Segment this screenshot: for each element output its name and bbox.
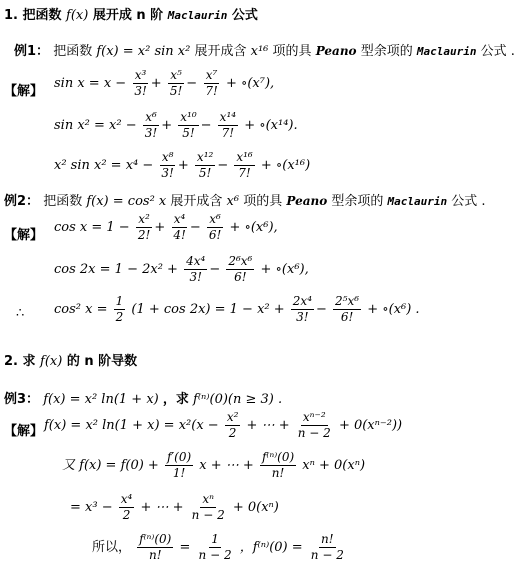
- section1-title: 1. 把函数: [4, 8, 62, 23]
- numerator: f⁽ⁿ⁾(0): [139, 532, 172, 546]
- example2-label: 例2：: [4, 194, 40, 209]
- fraction: [132, 68, 148, 99]
- fraction: [178, 110, 198, 141]
- formula-tail: + ∘(x¹⁶): [260, 158, 311, 173]
- formula-mid: x + ⋯ +: [199, 458, 254, 473]
- denominator: n!: [148, 548, 162, 562]
- solution2-line3: cos² x = $\frac{1}{2}$ (1 + cos 2x) = 1 − x² + $\frac{\text{2x⁴}}{3!}$ − $\frac{\text{2⁵x⁶}}{6!}$ + ∘(x⁶) .: [54, 294, 420, 324]
- example2-text3: 项的具: [243, 194, 283, 209]
- numerator: 1: [211, 532, 219, 546]
- fraction: [218, 110, 238, 141]
- example1-expr: f(x) = x² sin x²: [96, 44, 191, 59]
- denominator: n − 2: [198, 548, 232, 562]
- solution2-label: 【解】: [4, 228, 44, 243]
- numerator: x²: [226, 410, 239, 424]
- fraction: [184, 254, 207, 285]
- denominator: 3!: [161, 166, 174, 180]
- denominator: 7!: [238, 166, 251, 180]
- section1-title-end: 公式: [231, 8, 258, 23]
- example2-text2: 展开成含: [170, 194, 223, 209]
- numerator: x²: [138, 212, 150, 226]
- example1-maclaurin: Maclaurin: [416, 45, 477, 58]
- formula-tail: + ∘(x¹⁴).: [244, 118, 298, 133]
- solution3-line3: [70, 492, 279, 523]
- section1-title-rest: 展开成 n 阶: [92, 8, 164, 23]
- numerator: 4x⁴: [186, 254, 206, 268]
- fraction: [171, 212, 187, 243]
- example1-text1: 把函数: [53, 44, 93, 59]
- denominator: 2!: [137, 228, 151, 242]
- numerator: x⁴: [173, 212, 186, 226]
- fraction: [226, 254, 254, 285]
- fraction: [136, 212, 152, 243]
- denominator: 6!: [340, 310, 354, 324]
- example1: [14, 40, 515, 59]
- solution3-line2: [62, 450, 365, 481]
- section2-rest: 的 n 阶导数: [66, 354, 138, 369]
- denominator: n − 2: [191, 508, 225, 522]
- formula-tail: + 0(xⁿ⁻²)): [338, 418, 403, 433]
- formula-lhs: = x³ −: [70, 500, 113, 515]
- formula-eq: =: [179, 540, 191, 555]
- fraction: [291, 294, 314, 325]
- fraction: [119, 492, 135, 523]
- section1-fx: f(x): [66, 8, 89, 23]
- fraction: [197, 532, 234, 563]
- numerator: xⁿ: [202, 492, 214, 506]
- formula-mid: (1 + cos 2x) = 1 − x² +: [131, 302, 285, 317]
- solution1-line3: x² sin x² = x⁴ − $\frac{\text{x⁸}}{3!}$ + $\frac{\text{x¹²}}{5!}$ − $\frac{\text{x¹⁶}}{7!}$ + ∘(x¹⁶): [54, 150, 311, 180]
- example3-label: 例3：: [4, 392, 40, 407]
- example1-peano: Peano: [315, 44, 357, 58]
- formula-tail: xⁿ + 0(xⁿ): [302, 458, 366, 473]
- formula-lhs: f(x) = x² ln(1 + x) = x²(x −: [44, 418, 219, 433]
- fraction: [195, 150, 215, 181]
- formula-lhs: 又 f(x) = f(0) +: [62, 458, 159, 473]
- formula-lhs: sin x² = x² −: [54, 118, 137, 133]
- denominator: 3!: [134, 84, 147, 98]
- example2-maclaurin: Maclaurin: [387, 195, 448, 208]
- numerator: x⁶: [209, 212, 221, 226]
- denominator: 5!: [169, 84, 183, 98]
- denominator: n − 2: [297, 426, 331, 440]
- numerator: x³: [134, 68, 147, 82]
- numerator: x¹⁴: [219, 110, 237, 124]
- section2-title: 2. 求: [4, 354, 36, 369]
- solution3-line1: [44, 410, 402, 441]
- solution3-line4: [92, 532, 348, 563]
- solution1-line2: sin x² = x² − $\frac{\text{x⁶}}{3!}$ + $\frac{\text{x¹⁰}}{5!}$ − $\frac{\text{x¹⁴}}{7!}$ + ∘(x¹⁴).: [54, 110, 298, 140]
- formula-tail: + ∘(x⁶),: [229, 220, 278, 235]
- denominator: 3!: [296, 310, 309, 324]
- fraction: [234, 150, 254, 181]
- example1-text3: 项的具: [272, 44, 312, 59]
- fraction: [165, 450, 193, 481]
- denominator: 6!: [208, 228, 222, 242]
- example2-power: x⁶: [226, 194, 240, 209]
- solution2-line1: cos x = 1 − $\frac{\text{x²}}{2!}$ + $\frac{\text{x⁴}}{4!}$ − $\frac{\text{x⁶}}{6!}$ + ∘(x⁶),: [54, 212, 278, 242]
- denominator: 1!: [172, 466, 186, 480]
- solution1-line1: sin x = x − $\frac{\text{x³}}{3!}$ + $\frac{\text{x⁵}}{5!}$ − $\frac{\text{x⁷}}{7!}$ + ∘(x⁷),: [54, 68, 275, 98]
- example3: [4, 388, 282, 407]
- fraction: [207, 212, 223, 243]
- numerator: 2⁵x⁶: [335, 294, 360, 308]
- solution2-line2: cos 2x = 1 − 2x² + $\frac{\text{4x⁴}}{3!}$ − $\frac{\text{2⁶x⁶}}{6!}$ + ∘(x⁶),: [54, 254, 309, 284]
- example1-label: 例1：: [14, 44, 50, 59]
- formula-tail: + ∘(x⁷),: [225, 76, 275, 91]
- numerator: 2⁶x⁶: [228, 254, 253, 268]
- example3-expr2: f⁽ⁿ⁾(0)(n ≥ 3) .: [193, 392, 283, 407]
- numerator: 2x⁴: [292, 294, 313, 308]
- denominator: 7!: [221, 126, 235, 140]
- formula-lhs: cos² x =: [54, 302, 108, 317]
- fraction: [203, 68, 219, 99]
- fraction: [309, 532, 346, 563]
- example1-power: x¹⁶: [250, 44, 269, 59]
- numerator: xⁿ⁻²: [302, 410, 326, 424]
- fraction: [260, 450, 296, 481]
- fraction: [333, 294, 361, 325]
- numerator: x⁸: [161, 150, 174, 164]
- denominator: 5!: [198, 166, 212, 180]
- numerator: f⁽ⁿ⁾(0): [261, 450, 295, 464]
- example2-text1: 把函数: [43, 194, 83, 209]
- formula-tail: + ∘(x⁶),: [260, 262, 309, 277]
- section2-heading: [4, 350, 137, 369]
- denominator: 5!: [182, 126, 195, 140]
- denominator: 2: [115, 310, 124, 324]
- numerator: x¹⁶: [236, 150, 253, 164]
- formula-lhs: cos 2x = 1 − 2x² +: [54, 262, 178, 277]
- formula-lhs: 所以，: [92, 540, 132, 555]
- solution1-label: 【解】: [4, 84, 44, 99]
- numerator: x⁴: [120, 492, 133, 506]
- formula-mid: + ⋯ +: [246, 418, 290, 433]
- formula-mid: + ⋯ +: [140, 500, 184, 515]
- fraction: [114, 294, 126, 325]
- section1-heading: [4, 4, 258, 23]
- numerator: x⁶: [145, 110, 157, 124]
- numerator: x¹²: [196, 150, 214, 164]
- denominator: n!: [271, 466, 285, 480]
- fraction: [159, 150, 175, 181]
- example2: [4, 190, 486, 209]
- example2-text5: 公式 .: [451, 194, 486, 209]
- formula-tail: + ∘(x⁶) .: [367, 302, 420, 317]
- formula-lhs: x² sin x² = x⁴ −: [54, 158, 154, 173]
- numerator: 1: [115, 294, 124, 308]
- denominator: 2: [228, 426, 237, 440]
- numerator: x¹⁰: [180, 110, 197, 124]
- solution3-label: 【解】: [4, 424, 44, 439]
- formula-lhs: sin x = x −: [54, 76, 127, 91]
- denominator: n − 2: [310, 548, 344, 562]
- example2-text4: 型余项的: [331, 194, 384, 209]
- example1-text2: 展开成含: [194, 44, 247, 59]
- example1-text4: 型余项的: [360, 44, 413, 59]
- fraction: [168, 68, 184, 99]
- formula-tail: + 0(xⁿ): [232, 500, 279, 515]
- therefore-symbol: ∴: [16, 306, 25, 321]
- example3-expr: f(x) = x² ln(1 + x): [43, 392, 159, 407]
- section1-maclaurin: Maclaurin: [167, 9, 228, 22]
- numerator: x⁵: [170, 68, 182, 82]
- example2-peano: Peano: [286, 194, 328, 208]
- fraction: [143, 110, 159, 141]
- example1-text5: 公式 .: [480, 44, 515, 59]
- denominator: 7!: [205, 84, 218, 98]
- denominator: 6!: [234, 270, 247, 284]
- denominator: 4!: [173, 228, 186, 242]
- formula-mid: ，f⁽ⁿ⁾(0) =: [239, 540, 303, 555]
- example3-text: ，求: [162, 392, 189, 407]
- example2-expr: f(x) = cos² x: [86, 194, 167, 209]
- fraction: [137, 532, 173, 563]
- denominator: 3!: [144, 126, 158, 140]
- denominator: 3!: [189, 270, 202, 284]
- fraction: [296, 410, 333, 441]
- fraction: [190, 492, 227, 523]
- numerator: f′(0): [166, 450, 192, 464]
- formula-lhs: cos x = 1 −: [54, 220, 130, 235]
- numerator: n!: [321, 532, 334, 546]
- fraction: [225, 410, 241, 441]
- numerator: x⁷: [205, 68, 218, 82]
- section2-fx: f(x): [40, 354, 63, 369]
- denominator: 2: [122, 508, 131, 522]
